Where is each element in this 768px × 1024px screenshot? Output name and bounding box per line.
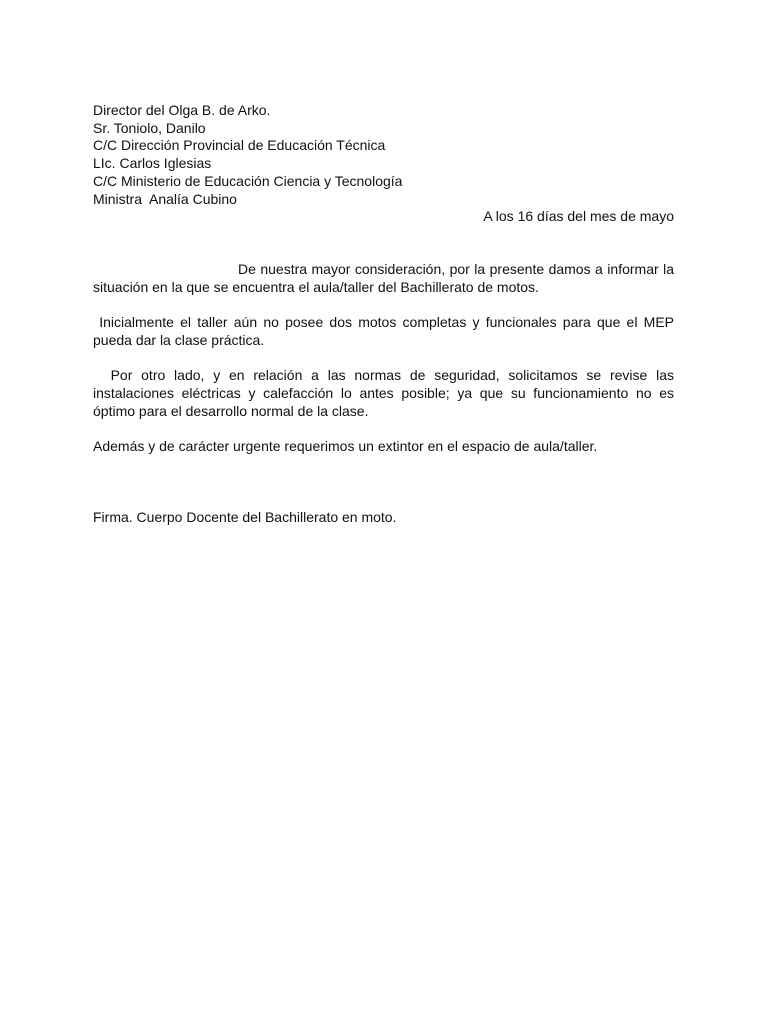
recipient-line-direccion-provincial: C/C Dirección Provincial de Educación Técnica [93,137,386,154]
date-line: A los 16 días del mes de mayo [483,208,674,225]
recipient-line-ministerio: C/C Ministerio de Educación Ciencia y Tecnología [93,172,403,189]
signature-line: Firma. Cuerpo Docente del Bachillerato en moto. [93,508,397,525]
letter-document [93,102,678,526]
recipient-line-iglesias: LIc. Carlos Iglesias [93,155,212,172]
paragraph-motorcycles: Inicialmente el taller aún no posee dos motos completas y funcionales para que el MEP pueda dar la clase práctica. [93,314,678,348]
paragraph-extinguisher: Además y de carácter urgente requerimos un extintor en el espacio de aula/taller. [93,437,598,454]
recipient-line-director: Director del Olga B. de Arko. [93,102,271,118]
recipient-block [93,102,674,208]
paragraph-safety: Por otro lado, y en relación a las normas de seguridad, solicitamos se revise las instalaciones eléctricas y calefacción lo antes posible; ya que su funcionamiento no es óptimo para el desarrollo normal de la clase. [93,367,678,419]
recipient-line-toniolo: Sr. Toniolo, Danilo [93,119,206,136]
paragraph-greeting: De nuestra mayor consideración, por la presente damos a informar la situación en la que se encuentra el aula/taller del Bachillerato de motos. [93,260,674,295]
recipient-line-ministra: Ministra Analía Cubino [93,190,237,207]
